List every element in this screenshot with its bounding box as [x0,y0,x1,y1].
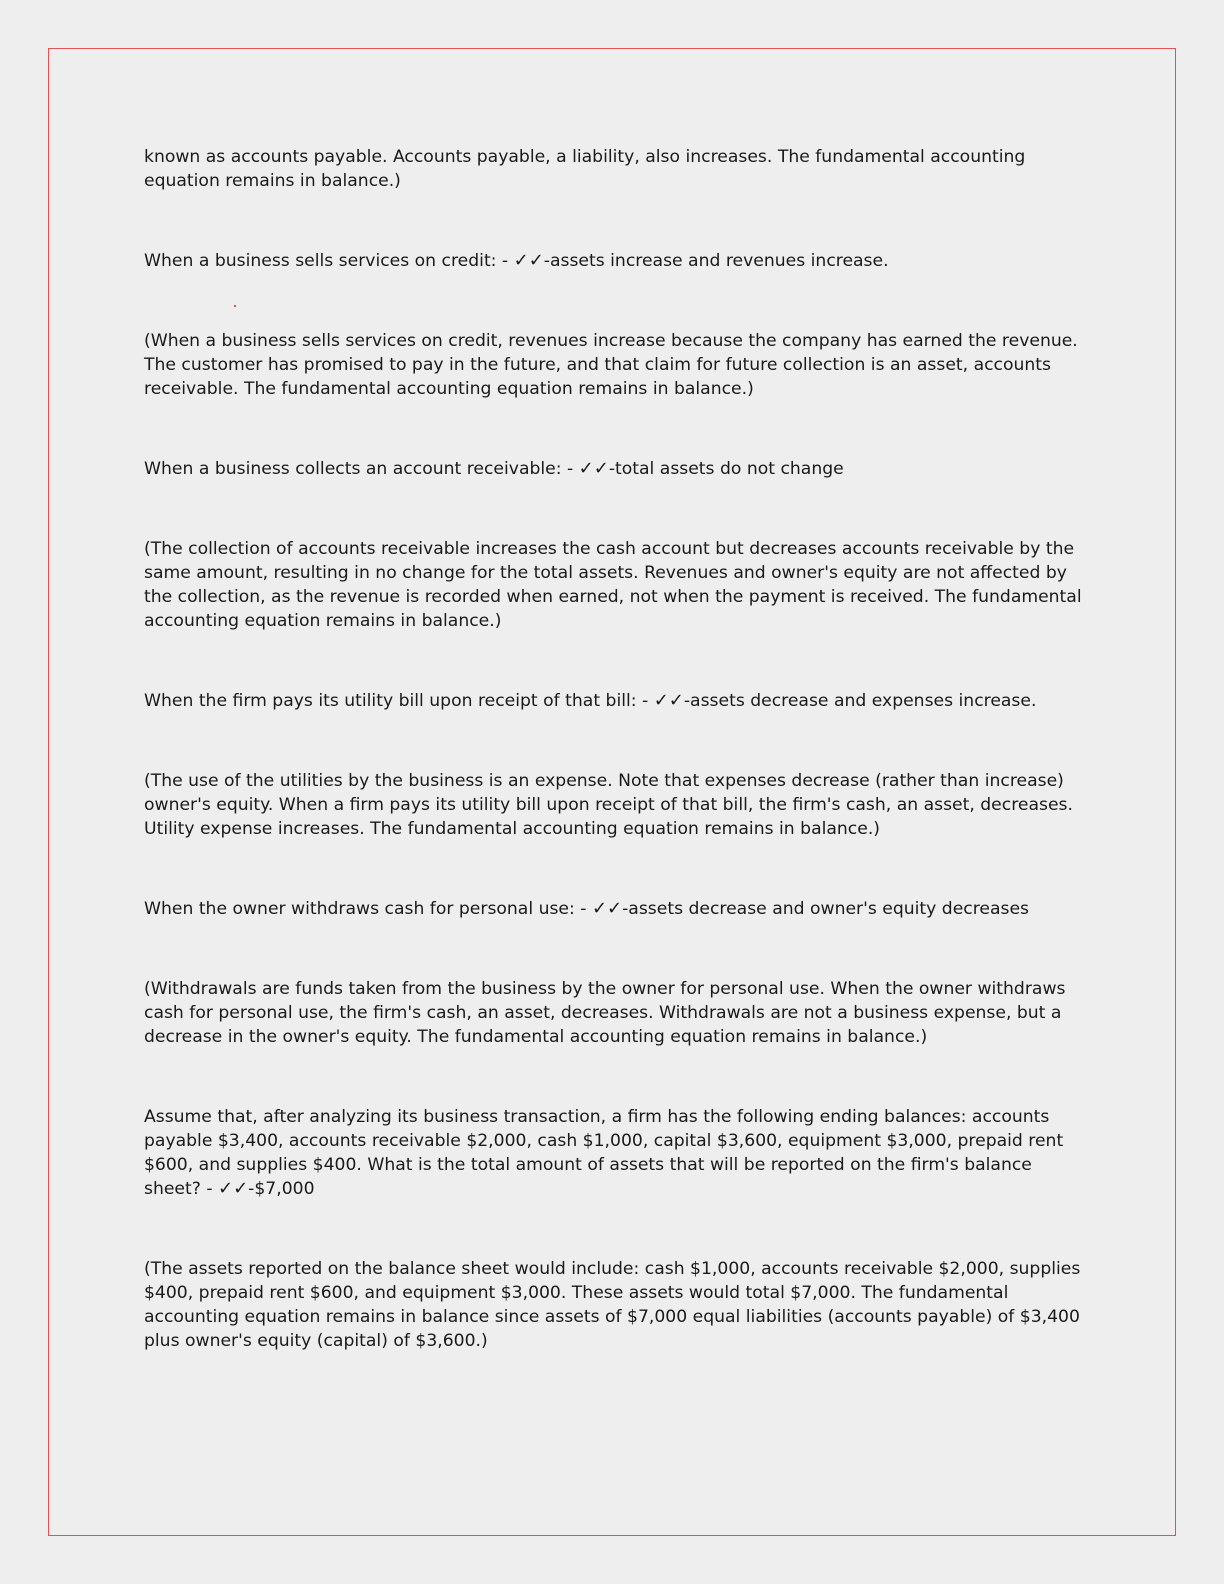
checkmark-icon: ✓✓ [578,458,609,479]
explanation-1: (When a business sells services on credit, revenues increase because the company has earned the revenue. The customer has promised to pay in the future, and that claim for future collection is an asset, accounts receivable. The fundamental accounting equation remains in balance.) [144,331,1078,399]
question-2 [144,457,1094,481]
answer-text: -assets decrease and owner's equity decreases [622,899,1029,919]
checkmark-icon: ✓✓ [513,250,544,271]
question-text: When the owner withdraws cash for personal use: - [144,899,592,919]
checkmark-icon: ✓✓ [653,690,684,711]
explanation-3: (The use of the utilities by the business is an expense. Note that expenses decrease (rather than increase) owner's equity. When a firm pays its utility bill upon receipt of that bill, the firm's cash, an asset, decreases. Utility expense increases. The fundamental accounting equation remains in balance.) [144,771,1073,839]
question-4 [144,897,1094,921]
question-text: Assume that, after analyzing its business transaction, a firm has the following ending balances: accounts payable $3,400, accounts receivable $2,000, cash $1,000, capital $3,600, equipment $3,000, prepaid rent $600, and supplies $400. What is the total amount of assets that will be reported on the firm's balance sheet? - [144,1107,1064,1199]
checkmark-icon: ✓✓ [218,1178,249,1199]
checkmark-icon: ✓✓ [591,898,623,919]
explanation-5: (The assets reported on the balance sheet would include: cash $1,000, accounts receivable $2,000, supplies $400, prepaid rent $600, and equipment $3,000. These assets would total $7,000. The fundamental accounting equation remains in balance since assets of $7,000 equal liabilities (accounts payable) of $3,400 plus owner's equity (capital) of $3,600.) [144,1259,1081,1351]
question-1 [144,249,1094,273]
question-text: When the firm pays its utility bill upon receipt of that bill: - [144,691,654,711]
question-text: When a business collects an account receivable: - [144,459,579,479]
explanation-4: (Withdrawals are funds taken from the business by the owner for personal use. When the owner withdraws cash for personal use, the firm's cash, an asset, decreases. Withdrawals are not a business expense, but a decrease in the owner's equity. The fundamental accounting equation remains in balance.) [144,979,1066,1047]
question-5 [144,1105,1094,1201]
answer-text: -$7,000 [248,1179,315,1199]
explanation-2: (The collection of accounts receivable increases the cash account but decreases accounts receivable by the same amount, resulting in no change for the total assets. Revenues and owner's equity are not affected by the collection, as the revenue is recorded when earned, not when the payment is received. The fundamental accounting equation remains in balance.) [144,539,1082,631]
answer-text: -assets increase and revenues increase. [543,251,889,271]
answer-text: -total assets do not change [608,459,844,479]
document-body [144,145,1094,1353]
question-3 [144,689,1094,713]
answer-text: -assets decrease and expenses increase. [683,691,1037,711]
paragraph-1: known as accounts payable. Accounts payable, a liability, also increases. The fundamental accounting equation remains in balance.) [144,147,1026,191]
question-text: When a business sells services on credit: - [144,251,514,271]
